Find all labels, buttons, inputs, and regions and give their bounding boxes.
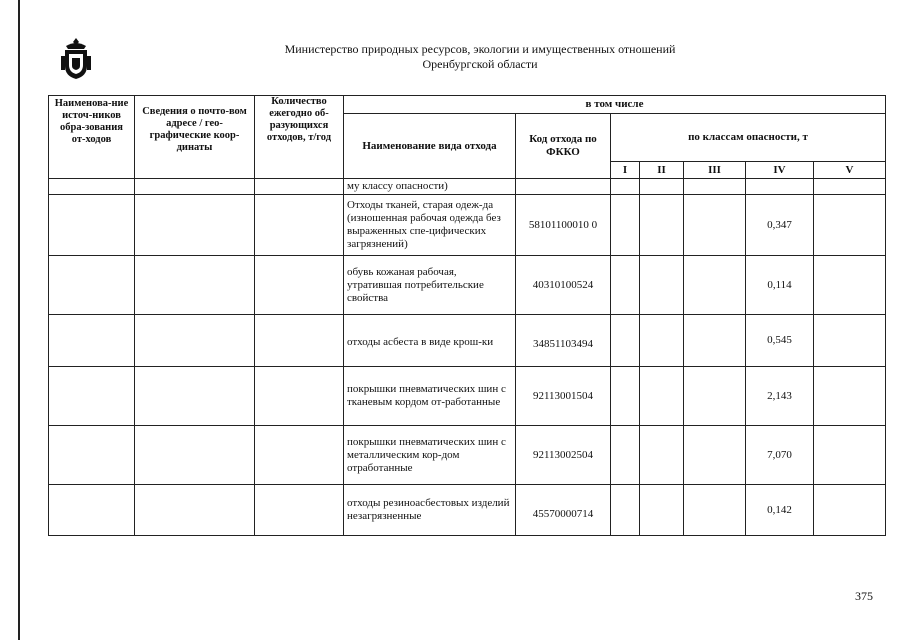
address-cell — [135, 426, 255, 485]
source-cell — [49, 367, 135, 426]
class-iii-cell — [684, 367, 746, 426]
table-row — [49, 195, 886, 256]
class-v-cell — [814, 256, 886, 315]
class-ii-cell — [640, 367, 684, 426]
ministry-header — [200, 42, 760, 72]
quantity-cell — [255, 315, 344, 367]
table-row — [49, 485, 886, 536]
class-v-cell — [814, 367, 886, 426]
class-iv-cell: 0,142 — [746, 485, 814, 536]
class-v-cell — [814, 315, 886, 367]
class-ii-cell — [640, 426, 684, 485]
source-cell — [49, 426, 135, 485]
class-ii-cell — [640, 315, 684, 367]
quantity-cell — [255, 195, 344, 256]
source-cell — [49, 485, 135, 536]
code-cell: 58101100010 0 — [516, 195, 611, 256]
region-name: Оренбургской области — [422, 57, 538, 71]
class-ii-cell — [640, 195, 684, 256]
ministry-name: Министерство природных ресурсов, экологии и имущественных отношений — [284, 42, 676, 56]
waste-table — [48, 95, 886, 536]
address-cell — [135, 195, 255, 256]
class-i-cell — [611, 256, 640, 315]
code-cell: 45570000714 — [516, 485, 611, 536]
class-iv-cell: 0,347 — [746, 195, 814, 256]
class-iii-cell — [684, 315, 746, 367]
header-class-v: V — [814, 162, 886, 179]
table-row — [49, 315, 886, 367]
source-cell — [49, 195, 135, 256]
waste-name-cell: покрышки пневматических шин с тканевым кордом от-работанные — [344, 367, 516, 426]
header-code: Код отхода по ФККО — [516, 114, 611, 179]
quantity-cell — [255, 426, 344, 485]
header-hazard-classes: по классам опасности, т — [611, 114, 886, 162]
class-i-cell — [611, 426, 640, 485]
class-iv-cell: 7,070 — [746, 426, 814, 485]
class-iv-cell: 2,143 — [746, 367, 814, 426]
code-cell: 92113001504 — [516, 367, 611, 426]
class-iii-cell — [684, 179, 746, 195]
class-v-cell — [814, 485, 886, 536]
class-ii-cell — [640, 179, 684, 195]
class-i-cell — [611, 179, 640, 195]
code-cell — [516, 179, 611, 195]
header-quantity: Количество ежегодно об-разующихся отходов, т/год — [255, 96, 344, 179]
source-cell — [49, 179, 135, 195]
header-class-iv: IV — [746, 162, 814, 179]
quantity-cell — [255, 485, 344, 536]
header-class-ii: II — [640, 162, 684, 179]
class-iv-cell — [746, 179, 814, 195]
header-class-iii: III — [684, 162, 746, 179]
code-cell: 92113002504 — [516, 426, 611, 485]
class-iii-cell — [684, 485, 746, 536]
table-row — [49, 256, 886, 315]
header-waste-name: Наименование вида отхода — [344, 114, 516, 179]
quantity-cell — [255, 179, 344, 195]
address-cell — [135, 179, 255, 195]
class-i-cell — [611, 367, 640, 426]
address-cell — [135, 315, 255, 367]
class-ii-cell — [640, 256, 684, 315]
header-including: в том числе — [344, 96, 886, 114]
source-cell — [49, 256, 135, 315]
waste-name-cell: Отходы тканей, старая одеж-да (изношенная рабочая одежда без выраженных спе-цифических загрязнений) — [344, 195, 516, 256]
class-v-cell — [814, 426, 886, 485]
header-source-names: Наименова-ние источ-ников обра-зования от-ходов — [49, 96, 135, 179]
code-cell: 40310100524 — [516, 256, 611, 315]
table-row — [49, 426, 886, 485]
table-row — [49, 367, 886, 426]
header-class-i: I — [611, 162, 640, 179]
address-cell — [135, 485, 255, 536]
class-v-cell — [814, 179, 886, 195]
address-cell — [135, 256, 255, 315]
waste-name-cell: отходы асбеста в виде крош-ки — [344, 315, 516, 367]
page-number: 375 — [855, 589, 873, 603]
class-i-cell — [611, 195, 640, 256]
page-left-edge — [18, 0, 20, 640]
class-ii-cell — [640, 485, 684, 536]
source-cell — [49, 315, 135, 367]
class-iv-cell: 0,545 — [746, 315, 814, 367]
table-row — [49, 179, 886, 195]
quantity-cell — [255, 256, 344, 315]
code-cell: 34851103494 — [516, 315, 611, 367]
class-v-cell — [814, 195, 886, 256]
class-i-cell — [611, 485, 640, 536]
quantity-cell — [255, 367, 344, 426]
waste-name-cell: му классу опасности) — [344, 179, 516, 195]
class-iii-cell — [684, 256, 746, 315]
waste-name-cell: отходы резиноасбестовых изделий незагрязненные — [344, 485, 516, 536]
class-iv-cell: 0,114 — [746, 256, 814, 315]
address-cell — [135, 367, 255, 426]
class-iii-cell — [684, 195, 746, 256]
class-i-cell — [611, 315, 640, 367]
waste-name-cell: покрышки пневматических шин с металлическим кор-дом отработанные — [344, 426, 516, 485]
header-address: Сведения о почто-вом адресе / гео-графические коор-динаты — [135, 96, 255, 179]
coat-of-arms-icon — [60, 36, 92, 80]
waste-name-cell: обувь кожаная рабочая, утратившая потребительские свойства — [344, 256, 516, 315]
class-iii-cell — [684, 426, 746, 485]
